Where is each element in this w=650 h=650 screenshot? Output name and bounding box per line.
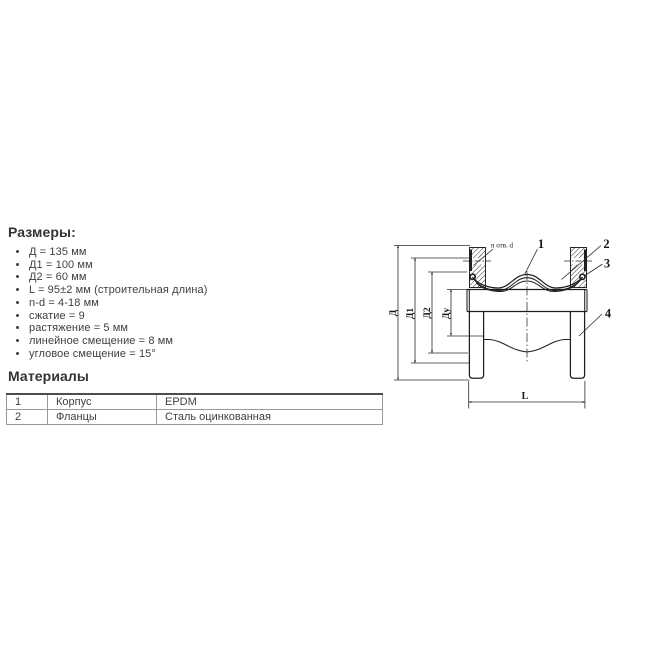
material-part-name: Фланцы <box>48 410 157 425</box>
expansion-joint-drawing <box>388 226 650 418</box>
dim-label-length: L <box>521 391 529 402</box>
material-row-number: 2 <box>7 410 48 425</box>
table-row <box>7 394 383 410</box>
dim-label-d1: Д1 <box>406 307 416 320</box>
dimension-item: • L = 95±2 мм (строительная длина) <box>29 284 208 297</box>
dimension-item: • Д = 135 мм <box>29 246 208 259</box>
dim-label-d: Д <box>389 309 399 317</box>
dimension-item: • n-d = 4-18 мм <box>29 297 208 310</box>
callout-1: 1 <box>537 237 545 251</box>
material-part-name: Корпус <box>48 394 157 410</box>
dim-label-dy: Ду <box>442 307 452 320</box>
material-value: Сталь оцинкованная <box>157 410 383 425</box>
dimension-item: • сжатие = 9 <box>29 310 208 323</box>
dimensions-heading: Размеры: <box>8 224 76 240</box>
dimension-item: • угловое смещение = 15° <box>29 348 208 361</box>
table-row <box>7 410 383 425</box>
material-row-number: 1 <box>7 394 48 410</box>
materials-table <box>6 393 383 425</box>
dim-label-d2: Д2 <box>423 307 433 319</box>
dimension-item: • Д2 = 60 мм <box>29 271 208 284</box>
callout-4: 4 <box>604 306 612 321</box>
dimension-item: • растяжение = 5 мм <box>29 322 208 335</box>
dimensions-list <box>8 246 208 360</box>
material-value: EPDM <box>157 394 383 410</box>
materials-heading: Материалы <box>8 368 89 384</box>
dimension-item: • Д1 = 100 мм <box>29 259 208 272</box>
callout-3: 3 <box>603 256 611 271</box>
length-dimension <box>469 381 585 409</box>
bolt-note: n отв. d <box>491 241 514 250</box>
diameter-dimensions <box>389 246 452 381</box>
dimension-item: • линейное смещение = 8 мм <box>29 335 208 348</box>
callout-2: 2 <box>603 237 610 251</box>
